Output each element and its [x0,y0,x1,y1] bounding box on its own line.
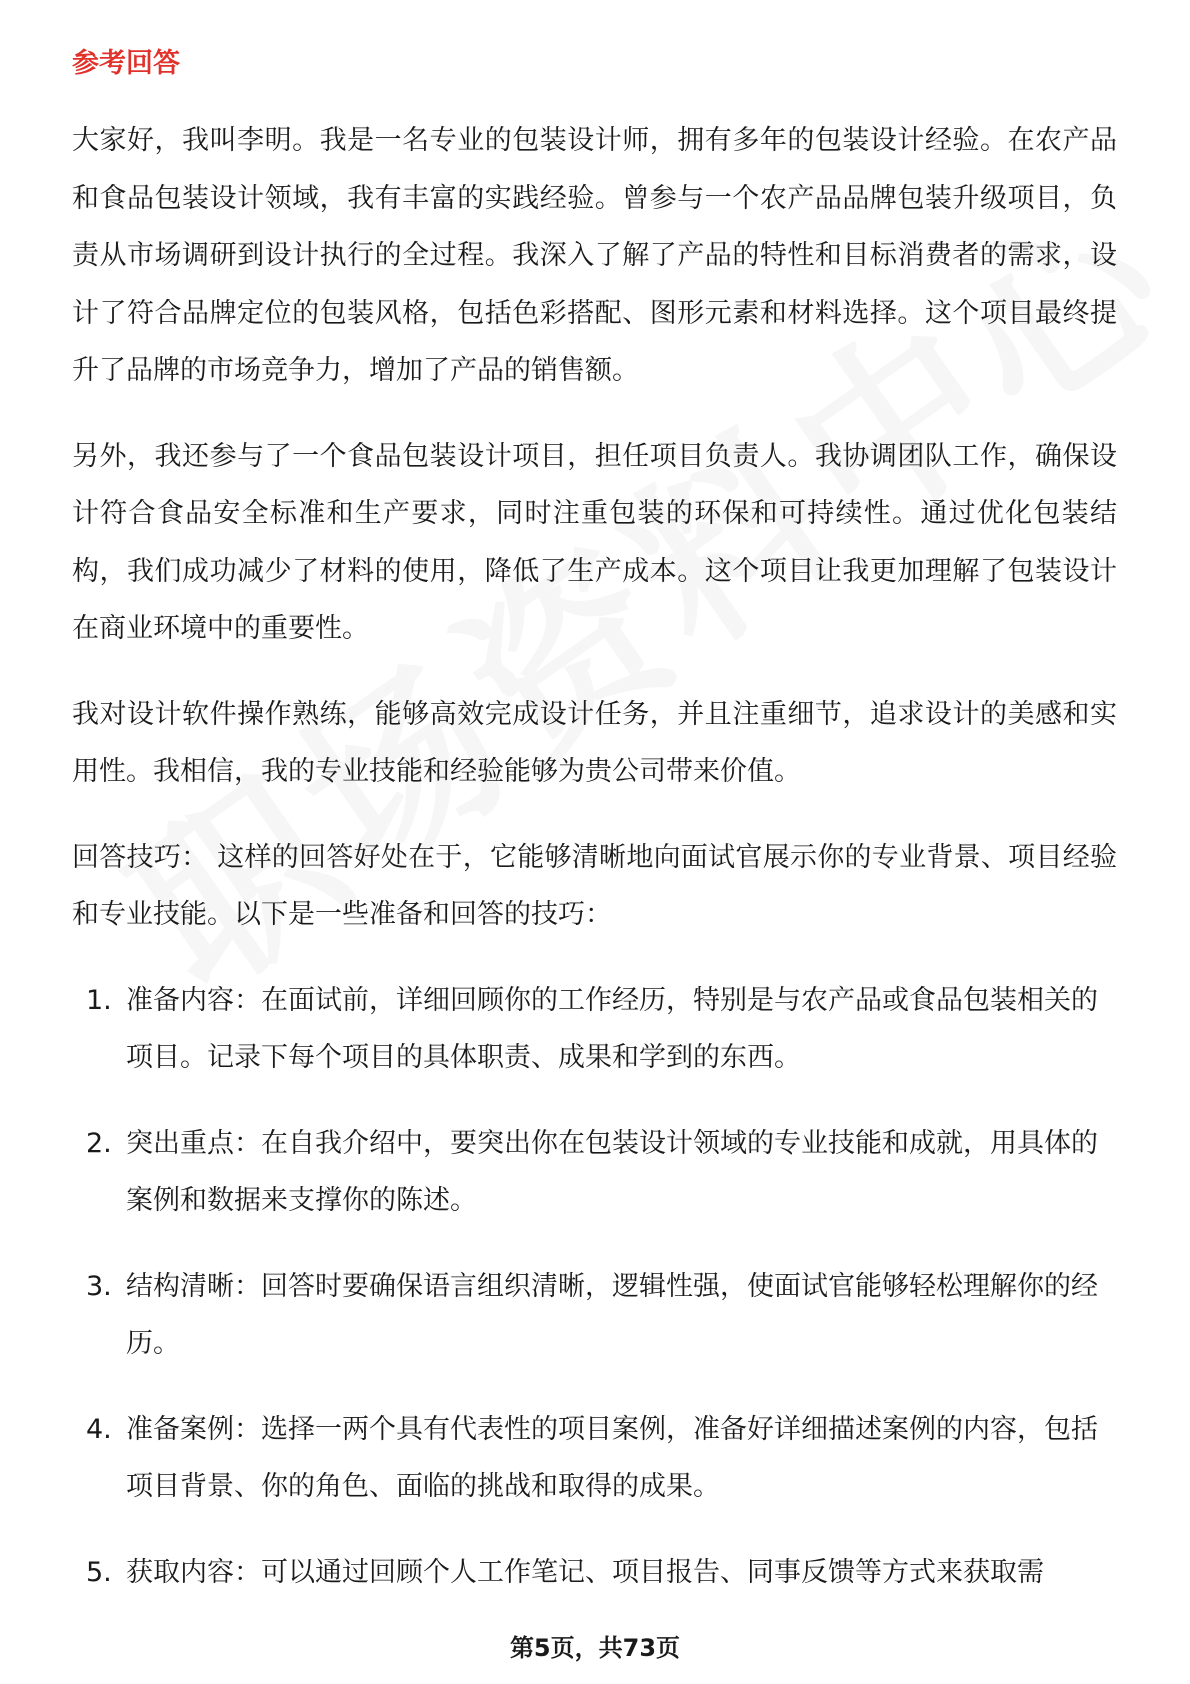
list-item-number: 5. [86,1556,112,1588]
list-item-text: 突出重点：在自我介绍中，要突出你在包装设计领域的专业技能和成就，用具体的案例和数据来支撑你的陈述。 [126,1127,1098,1216]
list-item [72,1544,1117,1602]
list-item [72,1115,1117,1230]
list-item-number: 3. [86,1270,112,1302]
list-item-text: 结构清晰：回答时要确保语言组织清晰，逻辑性强，使面试官能够轻松理解你的经历。 [126,1270,1098,1359]
document-content [72,44,1117,1629]
tips-list [72,972,1117,1602]
answer-paragraph-3: 我对设计软件操作熟练，能够高效完成设计任务，并且注重细节，追求设计的美感和实用性。我相信，我的专业技能和经验能够为贵公司带来价值。 [72,698,1117,787]
page-footer: 第5页，共73页 [509,1634,681,1662]
list-item [72,1258,1117,1373]
list-item-number: 2. [86,1127,112,1159]
list-item [72,972,1117,1087]
answer-paragraph-2: 另外，我还参与了一个食品包装设计项目，担任项目负责人。我协调团队工作，确保设计符合食品安全标准和生产要求，同时注重包装的环保和可持续性。通过优化包装结构，我们成功减少了材料的使用，降低了生产成本。这个项目让我更加理解了包装设计在商业环境中的重要性。 [72,440,1117,644]
list-item-text: 准备案例：选择一两个具有代表性的项目案例，准备好详细描述案例的内容，包括项目背景、你的角色、面临的挑战和取得的成果。 [126,1413,1098,1502]
section-title: 参考回答 [72,48,180,79]
list-item [72,1401,1117,1516]
answer-paragraph-1: 大家好，我叫李明。我是一名专业的包装设计师，拥有多年的包装设计经验。在农产品和食品包装设计领域，我有丰富的实践经验。曾参与一个农产品品牌包装升级项目，负责从市场调研到设计执行的全过程。我深入了解了产品的特性和目标消费者的需求，设计了符合品牌定位的包装风格，包括色彩搭配、图形元素和材料选择。这个项目最终提升了品牌的市场竞争力，增加了产品的销售额。 [72,125,1117,386]
list-item-text: 获取内容：可以通过回顾个人工作笔记、项目报告、同事反馈等方式来获取需 [126,1556,1044,1588]
list-item-number: 4. [86,1413,112,1445]
tips-intro-paragraph: 回答技巧： 这样的回答好处在于，它能够清晰地向面试官展示你的专业背景、项目经验和专业技能。以下是一些准备和回答的技巧： [72,841,1117,930]
list-item-text: 准备内容：在面试前，详细回顾你的工作经历，特别是与农产品或食品包装相关的项目。记录下每个项目的具体职责、成果和学到的东西。 [126,984,1098,1073]
list-item-number: 1. [86,984,112,1016]
